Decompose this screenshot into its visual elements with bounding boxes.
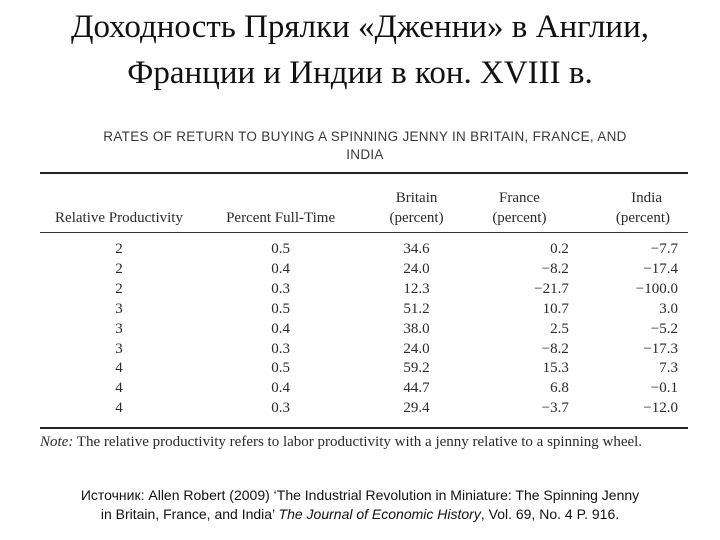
cell-india: −17.3 xyxy=(643,340,678,357)
cell-britain: 59.2 xyxy=(403,360,430,377)
cell-france: −8.2 xyxy=(541,260,569,277)
header-france-unit: (percent) xyxy=(492,210,547,226)
cell-britain: 29.4 xyxy=(403,400,430,417)
cell-relative-productivity: 4 xyxy=(115,360,123,377)
table-row xyxy=(40,240,688,260)
table-row xyxy=(40,300,688,320)
cell-britain: 38.0 xyxy=(403,320,430,337)
table-row xyxy=(40,379,688,399)
header-relative-productivity-label: Relative Productivity xyxy=(55,210,183,226)
cell-india: −0.1 xyxy=(650,380,678,397)
cell-relative-productivity: 4 xyxy=(115,400,123,417)
source-line-2-end: , Vol. 69, No. 4 P. 916. xyxy=(480,506,620,522)
returns-table xyxy=(40,180,688,419)
cell-percent-full-time: 0.3 xyxy=(271,340,290,357)
slide-title-line-2: Франции и Индии в кон. XVIII в. xyxy=(127,55,593,91)
table-row xyxy=(40,320,688,340)
note-label: Note: xyxy=(40,434,74,450)
table-body xyxy=(40,240,688,419)
cell-france: 2.5 xyxy=(550,320,569,337)
table-note xyxy=(40,433,692,452)
cell-britain: 24.0 xyxy=(403,340,430,357)
header-percent-full-time-label: Percent Full-Time xyxy=(226,210,336,226)
header-britain-unit: (percent) xyxy=(389,210,444,226)
table-title-line-1: RATES OF RETURN TO BUYING A SPINNING JENNY IN BRITAIN, FRANCE, AND xyxy=(103,129,627,144)
cell-france: −8.2 xyxy=(541,340,569,357)
cell-percent-full-time: 0.5 xyxy=(271,241,290,257)
header-india-unit: (percent) xyxy=(615,210,670,226)
source-citation xyxy=(20,486,700,524)
cell-india: −5.2 xyxy=(650,320,678,337)
cell-india: −7.7 xyxy=(650,241,678,257)
note-text: The relative productivity refers to labor productivity with a jenny relative to a spinning wheel. xyxy=(73,434,643,450)
cell-france: 6.8 xyxy=(550,380,569,397)
cell-britain: 51.2 xyxy=(403,300,430,317)
cell-france: 10.7 xyxy=(542,300,569,317)
cell-relative-productivity: 3 xyxy=(115,340,123,357)
cell-britain: 34.6 xyxy=(403,241,430,257)
table-row xyxy=(40,399,688,419)
table-row xyxy=(40,340,688,360)
cell-percent-full-time: 0.3 xyxy=(271,280,290,297)
cell-relative-productivity: 2 xyxy=(115,260,123,277)
slide-title xyxy=(0,4,720,96)
cell-india: −12.0 xyxy=(643,400,678,417)
cell-britain: 12.3 xyxy=(403,280,430,297)
source-line-2-start: in Britain, France, and India’ xyxy=(100,506,279,522)
cell-relative-productivity: 3 xyxy=(115,300,123,317)
cell-percent-full-time: 0.3 xyxy=(271,400,290,417)
table-title xyxy=(40,128,690,164)
table-header-row xyxy=(40,180,688,228)
header-britain xyxy=(363,180,470,228)
header-percent-full-time xyxy=(198,180,363,228)
cell-india: 3.0 xyxy=(659,300,678,317)
table-row xyxy=(40,260,688,280)
header-britain-label: Britain xyxy=(395,190,438,206)
cell-relative-productivity: 2 xyxy=(115,241,123,257)
cell-relative-productivity: 4 xyxy=(115,380,123,397)
header-relative-productivity xyxy=(40,180,198,228)
source-line-2 xyxy=(20,505,700,524)
cell-percent-full-time: 0.5 xyxy=(271,360,290,377)
cell-france: 15.3 xyxy=(542,360,569,377)
header-france-label: France xyxy=(498,190,540,206)
table-top-rule xyxy=(40,172,688,174)
cell-france: −3.7 xyxy=(541,400,569,417)
cell-percent-full-time: 0.4 xyxy=(271,320,290,337)
source-line-1: Источник: Allen Robert (2009) ‘The Industrial Revolution in Miniature: The Spinning Jenny xyxy=(80,487,640,503)
cell-percent-full-time: 0.5 xyxy=(271,300,290,317)
cell-india: −100.0 xyxy=(635,280,678,297)
header-france xyxy=(470,180,579,228)
table-title-line-2: INDIA xyxy=(346,147,384,162)
cell-france: 0.2 xyxy=(550,241,569,257)
table-row xyxy=(40,359,688,379)
source-journal: The Journal of Economic History xyxy=(278,506,481,522)
table-bottom-rule xyxy=(40,427,688,429)
cell-india: −17.4 xyxy=(643,260,678,277)
table-row xyxy=(40,280,688,300)
cell-india: 7.3 xyxy=(659,360,678,377)
slide-title-line-1: Доходность Прялки «Дженни» в Англии, xyxy=(70,9,649,45)
header-india-label: India xyxy=(631,190,662,206)
cell-percent-full-time: 0.4 xyxy=(271,380,290,397)
cell-britain: 24.0 xyxy=(403,260,430,277)
cell-relative-productivity: 3 xyxy=(115,320,123,337)
cell-relative-productivity: 2 xyxy=(115,280,123,297)
cell-france: −21.7 xyxy=(534,280,569,297)
cell-percent-full-time: 0.4 xyxy=(271,260,290,277)
header-india xyxy=(579,180,688,228)
cell-britain: 44.7 xyxy=(403,380,430,397)
